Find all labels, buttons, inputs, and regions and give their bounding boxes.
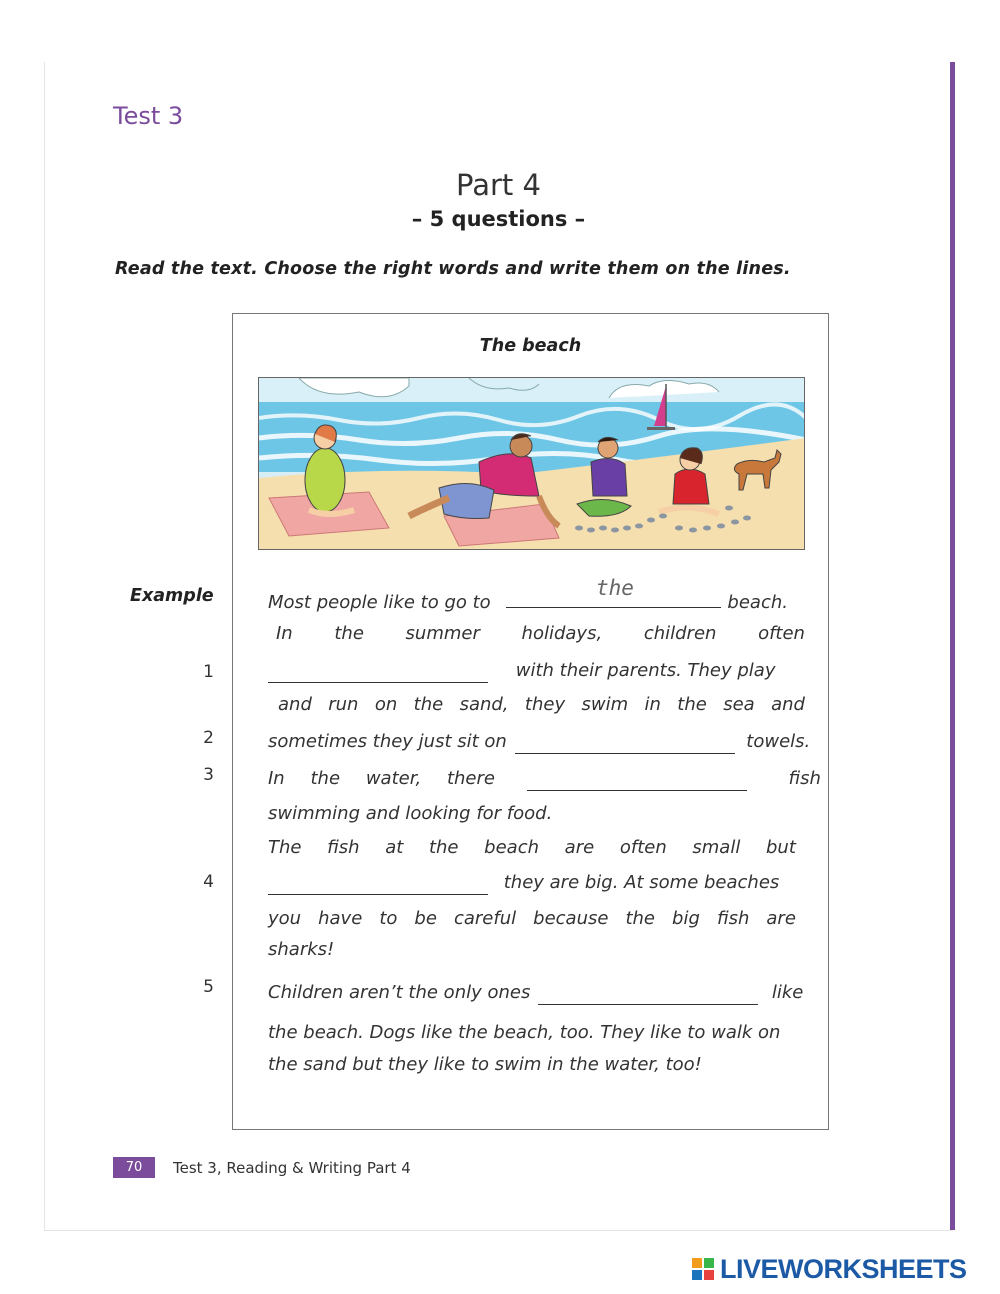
line-5-words [268,768,495,789]
word: small [692,837,741,858]
question-number-2: 2 [203,728,214,748]
word: run [328,694,359,715]
answer-input-3[interactable] [527,770,747,791]
passage-line-5 [268,768,821,791]
passage-line-example [268,589,796,613]
word: and [278,694,312,715]
word: the [625,908,656,929]
test-label: Test 3 [113,102,184,130]
answer-input-4[interactable] [268,874,488,895]
answer-input-2[interactable] [515,733,735,754]
word: holidays, [521,623,603,644]
word: at [385,837,404,858]
word: summer [405,623,480,644]
word: the [413,694,444,715]
word: and [771,694,805,715]
answer-input-5[interactable] [538,984,758,1005]
instructions: Read the text. Choose the right words and write them on the lines. [115,259,791,279]
example-answer: the [596,576,634,600]
part-title: Part 4 [456,168,541,202]
word: the [334,623,364,644]
part-subtitle: – 5 questions – [411,207,586,231]
text-segment: Children aren’t the only ones [268,982,531,1003]
word: The [268,837,302,858]
word: water, [365,768,422,789]
word: but [766,837,796,858]
word: beach [484,837,540,858]
word: careful [453,908,517,929]
passage-line-1 [276,623,805,644]
text-segment: fish [788,768,821,789]
word: are [564,837,595,858]
passage-line-3 [278,694,805,715]
question-number-4: 4 [203,872,214,892]
word: sand, [459,694,509,715]
word: the [310,768,341,789]
word: to [379,908,398,929]
word: sea [723,694,755,715]
beach-scene-svg [259,378,805,550]
answer-input-1[interactable] [268,662,488,683]
text-segment: they are big. At some beaches [503,872,780,893]
passage-line-6: swimming and looking for food. [268,803,553,824]
word: In [268,768,285,789]
liveworksheets-logo [692,1254,967,1284]
word: have [318,908,363,929]
page-edge-bar [950,62,955,1230]
question-number-3: 3 [203,765,214,785]
liveworksheets-brand: LIVEWORKSHEETS [720,1253,967,1284]
word: there [446,768,495,789]
page-number-badge: 70 [113,1157,155,1178]
word: often [758,623,805,644]
word: because [533,908,609,929]
word: fish [716,908,750,929]
word: the [677,694,707,715]
beach-illustration [258,377,805,550]
text-segment: sometimes they just sit on [268,731,507,752]
word: children [643,623,717,644]
text-segment: beach. [727,592,788,613]
text-segment: like [771,982,804,1003]
passage-line-9 [268,908,796,929]
word: the [428,837,459,858]
passage-line-4 [268,731,811,754]
passage-line-12: the beach. Dogs like the beach, too. They like to walk on [268,1022,781,1043]
word: often [619,837,667,858]
word: in [644,694,661,715]
word: big [672,908,700,929]
question-number-5: 5 [203,977,214,997]
liveworksheets-icon [692,1258,714,1280]
passage-line-2 [268,660,805,683]
word: you [268,908,302,929]
passage-line-8 [268,872,796,895]
passage-line-11 [268,982,804,1005]
text-segment: with their parents. They play [515,660,776,681]
word: swim [581,694,629,715]
word: on [374,694,398,715]
word: fish [327,837,360,858]
passage-line-7 [268,837,796,858]
example-label: Example [130,586,214,606]
word: In [276,623,293,644]
word: they [524,694,566,715]
passage-title: The beach [479,336,582,356]
text-segment: towels. [746,731,811,752]
passage-line-13: the sand but they like to swim in the water, too! [268,1054,702,1075]
footer-section-label: Test 3, Reading & Writing Part 4 [173,1159,411,1177]
question-number-1: 1 [203,662,214,682]
passage-line-10: sharks! [268,939,335,960]
word: are [766,908,796,929]
text-segment: Most people like to go to [268,592,491,613]
word: be [414,908,437,929]
